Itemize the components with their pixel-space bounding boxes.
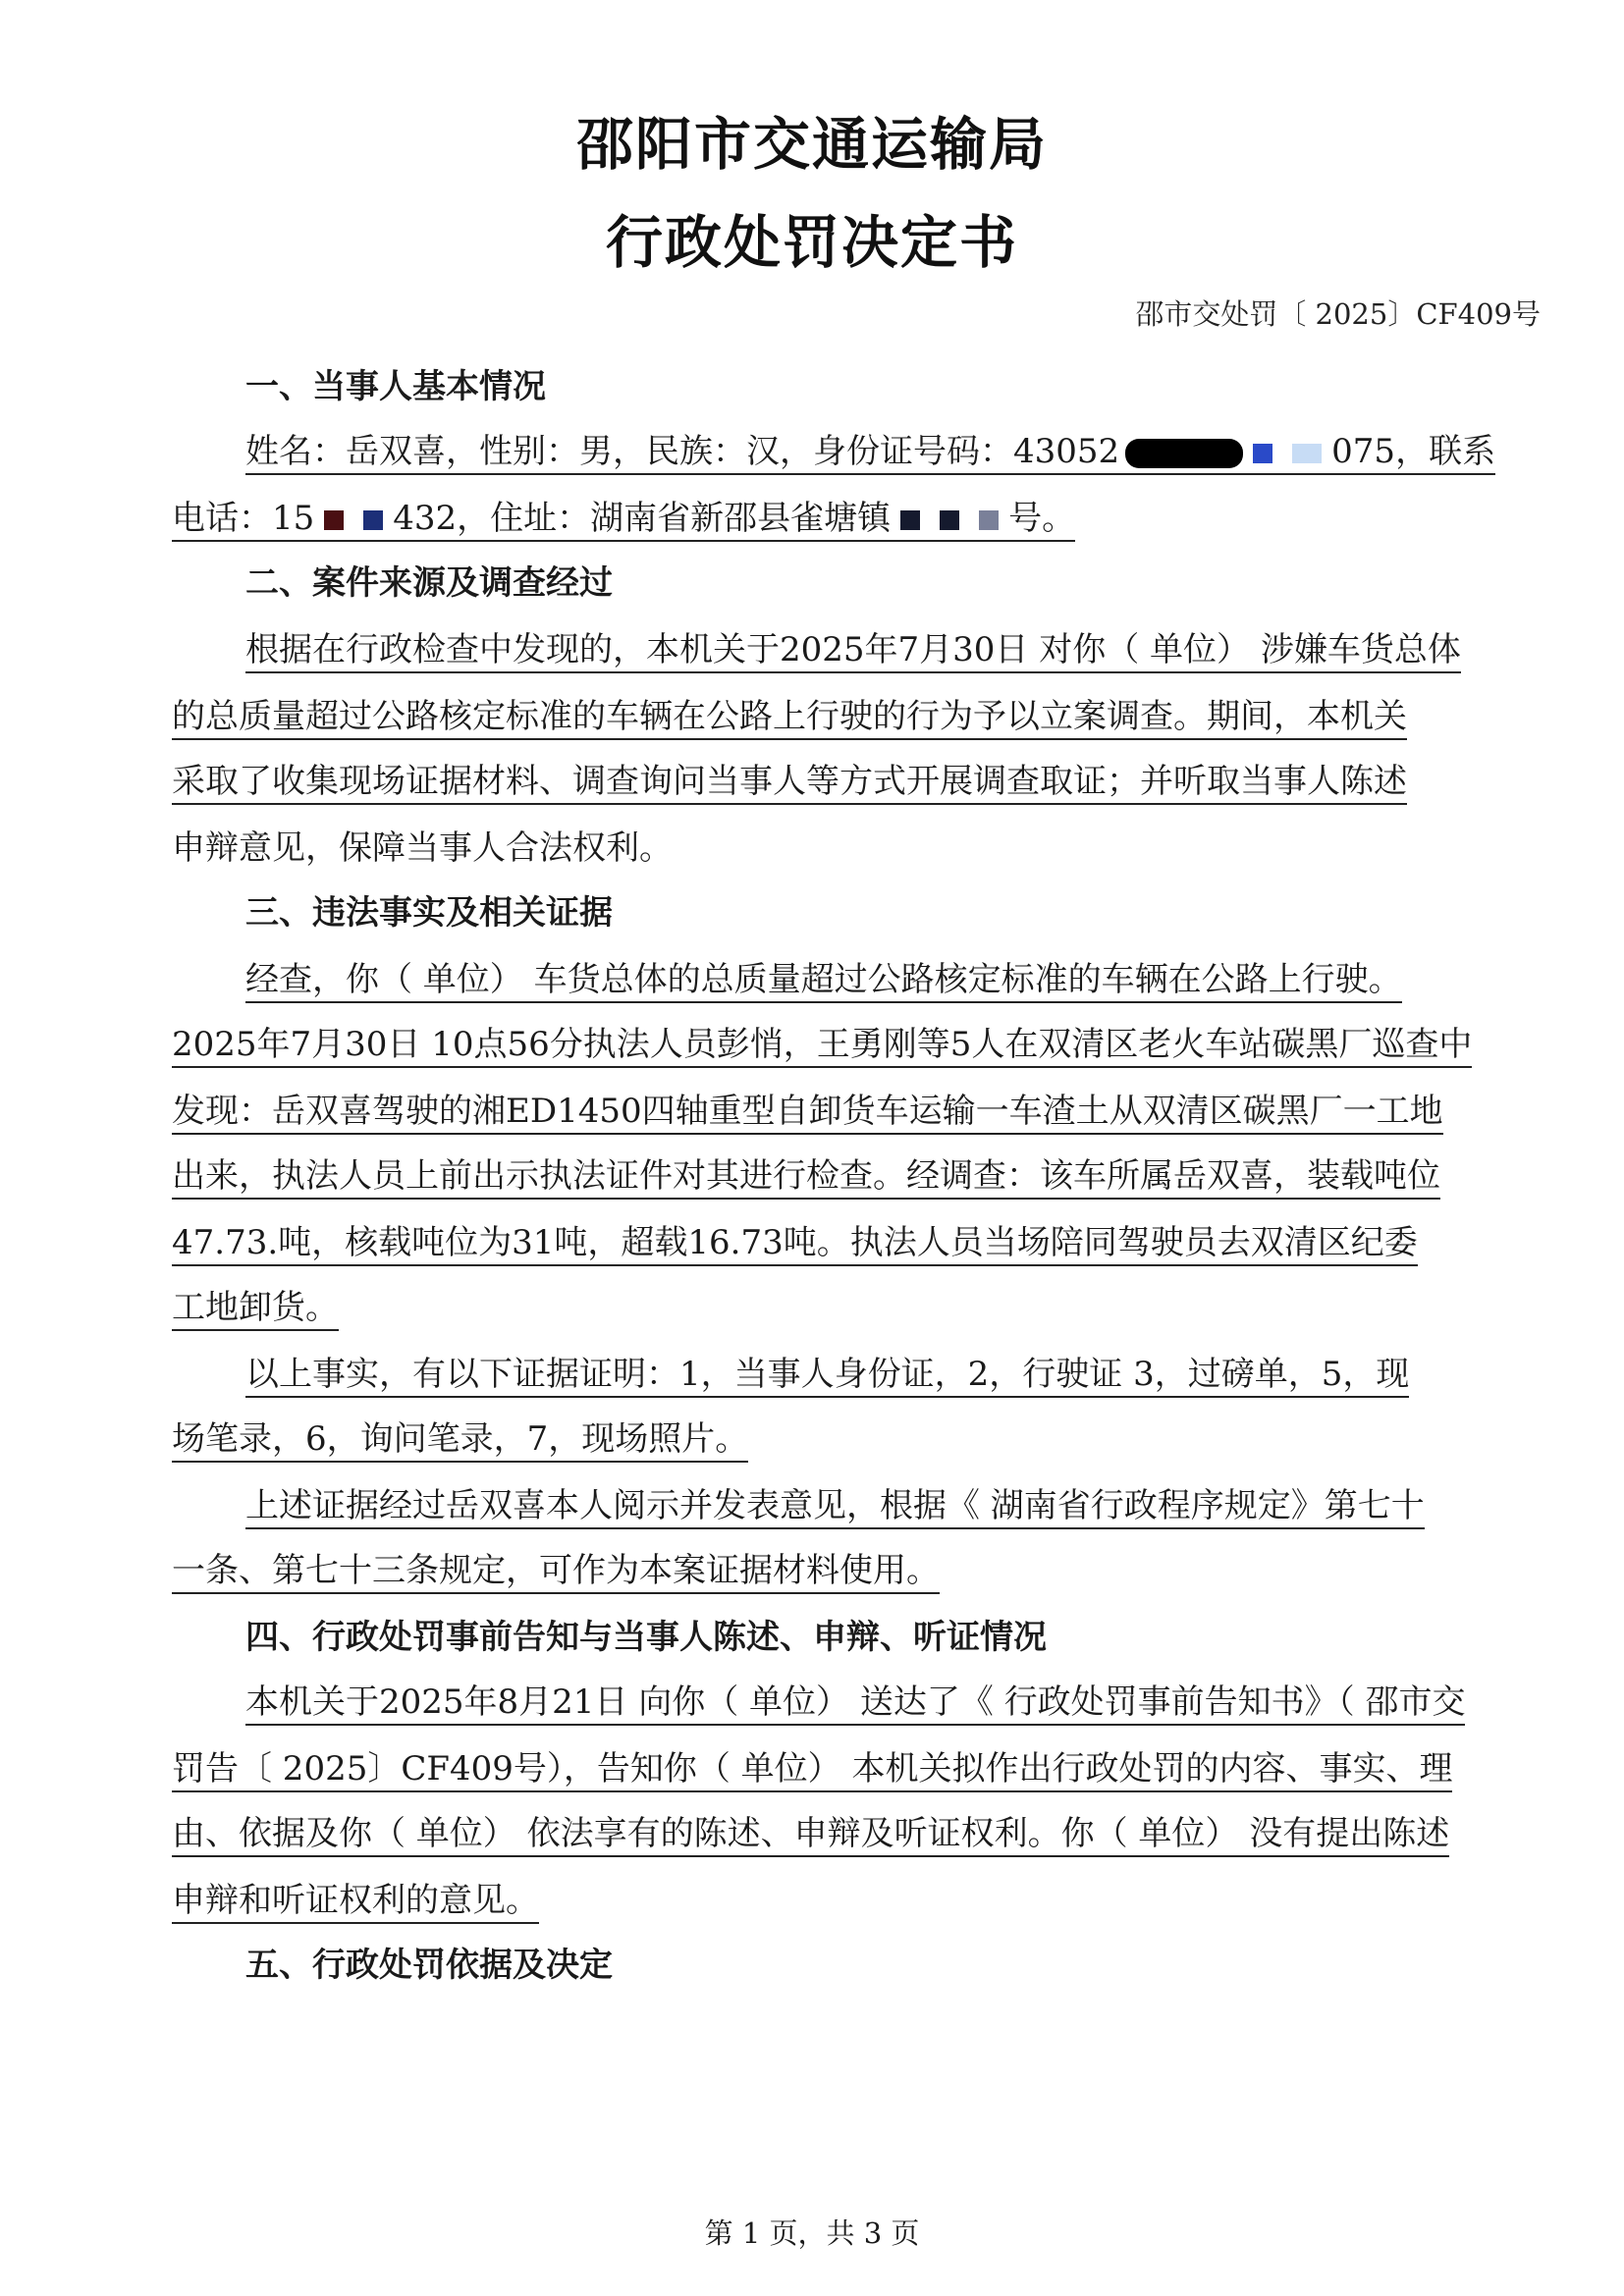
paragraph-line: 本机关于2025年8月21日 向你（ 单位） 送达了《 行政处罚事前告知书》（ 邵市交 [245,1679,1465,1726]
paragraph-line: 一条、第七十三条规定，可作为本案证据材料使用。 [172,1547,940,1594]
paragraph-line: 罚告〔 2025〕CF409号），告知你（ 单位） 本机关拟作出行政处罚的内容、事实、理 [172,1745,1452,1792]
section2-heading: 二、案件来源及调查经过 [245,563,613,603]
section4-heading: 四、行政处罚事前告知与当事人陈述、申辩、听证情况 [245,1618,1047,1657]
document-type-title: 行政处罚决定书 [605,209,1018,276]
paragraph-line: 发现：岳双喜驾驶的湘ED1450四轴重型自卸货车运输一车渣土从双清区碳黑厂一工地 [172,1088,1443,1135]
paragraph-line: 的总质量超过公路核定标准的车辆在公路上行驶的行为予以立案调查。期间，本机关 [172,693,1407,740]
section5-heading: 五、行政处罚依据及决定 [245,1946,613,1985]
redaction-pixel [940,510,959,530]
evidence-line: 以上事实，有以下证据证明：1，当事人身份证，2，行驶证 3，过磅单，5，现 [245,1351,1409,1398]
address-text: 432，住址：湖南省新邵县雀塘镇 [393,499,892,538]
paragraph-line: 工地卸货。 [172,1284,339,1331]
redaction-pixel [324,510,344,530]
redaction-pixel [363,510,383,530]
paragraph-line: 申辩意见，保障当事人合法权利。 [172,828,673,868]
paragraph-line: 经查，你（ 单位） 车货总体的总质量超过公路核定标准的车辆在公路上行驶。 [245,956,1402,1003]
phone-label: 电话：15 [172,499,315,538]
paragraph-line: 47.73.吨，核载吨位为31吨，超载16.73吨。执法人员当场陪同驾驶员去双清区纪委 [172,1219,1418,1266]
page-number: 第 1 页，共 3 页 [704,2216,920,2250]
paragraph-line: 2025年7月30日 10点56分执法人员彭悄，王勇刚等5人在双清区老火车站碳黑厂巡查中 [172,1021,1472,1068]
document-number: 邵市交处罚〔 2025〕CF409号 [1135,297,1541,331]
paragraph-line: 出来，执法人员上前出示执法证件对其进行检查。经调查：该车所属岳双喜，装载吨位 [172,1152,1440,1200]
section1-heading: 一、当事人基本情况 [245,367,546,406]
party-info-line2 [172,495,1075,542]
redaction-block [1125,439,1243,468]
paragraph-line: 采取了收集现场证据材料、调查询问当事人等方式开展调查取证；并听取当事人陈述 [172,758,1407,805]
redaction-pixel [1253,444,1272,463]
party-info-line1-start: 姓名：岳双喜，性别：男，民族：汉，身份证号码：43052 [245,432,1120,471]
evidence-line: 场笔录，6，询问笔录，7，现场照片。 [172,1415,748,1463]
agency-title: 邵阳市交通运输局 [575,111,1048,178]
party-info-line1-end: 075，联系 [1331,432,1496,471]
address-end: 号。 [1008,499,1076,538]
paragraph-line: 上述证据经过岳双喜本人阅示并发表意见，根据《 湖南省行政程序规定》第七十 [245,1482,1425,1529]
paragraph-line: 根据在行政检查中发现的，本机关于2025年7月30日 对你（ 单位） 涉嫌车货总体 [245,626,1461,673]
section3-heading: 三、违法事实及相关证据 [245,893,613,933]
redaction-pixel [1292,444,1322,463]
paragraph-line: 由、依据及你（ 单位） 依法享有的陈述、申辩及听证权利。你（ 单位） 没有提出陈述 [172,1810,1449,1857]
redaction-pixel [900,510,920,530]
party-info-line1 [245,428,1495,475]
redaction-pixel [979,510,999,530]
paragraph-line: 申辩和听证权利的意见。 [172,1877,539,1924]
